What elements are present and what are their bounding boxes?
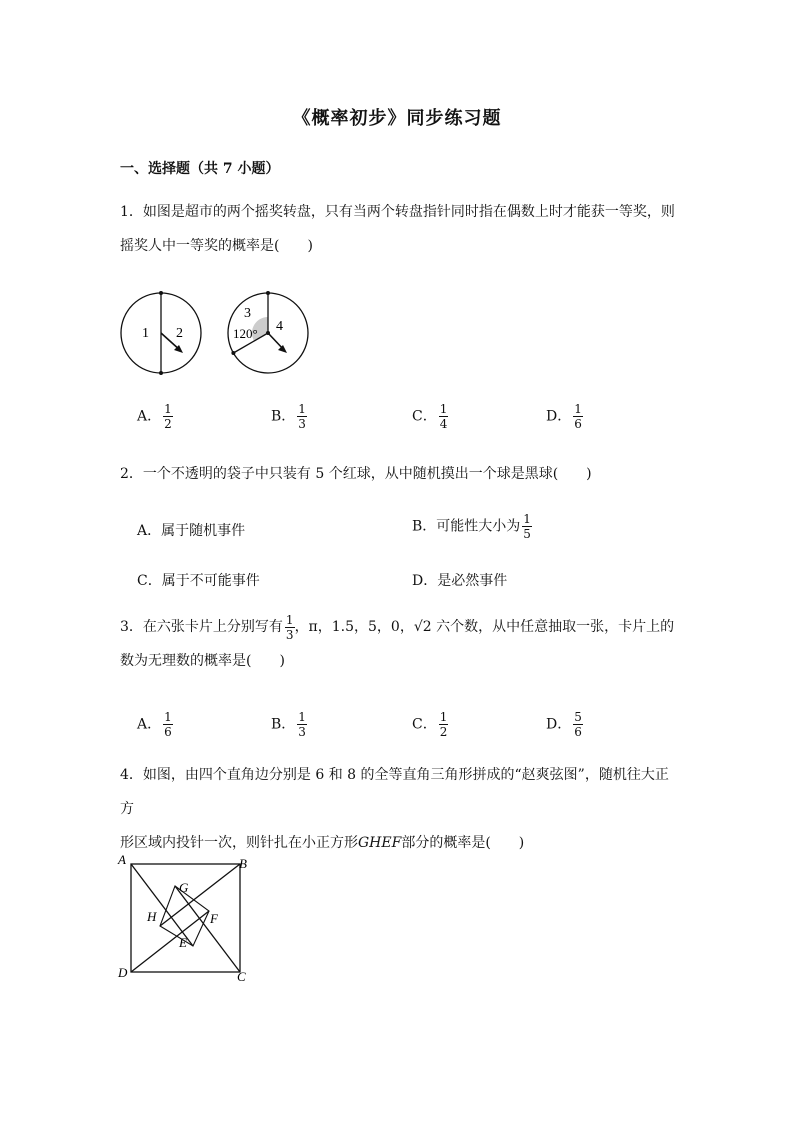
denominator: 5	[523, 527, 531, 541]
numerator: 1	[439, 402, 448, 416]
question-1	[120, 195, 680, 263]
spinner-2-label-3: 3	[244, 306, 251, 321]
question-2: 2．一个不透明的袋子中只装有 5 个红球，从中随机摸出一个球是黑球( )	[120, 466, 592, 482]
q2-option-c[interactable]: C．属于不可能事件	[137, 573, 260, 589]
numerator: 1	[574, 402, 582, 416]
question-4-line-1: 4．如图，由四个直角边分别是 6 和 8 的全等直角三角形拼成的“赵爽弦图”，随机往大正方	[120, 767, 669, 817]
question-1-line-1: 1．如图是超市的两个摇奖转盘，只有当两个转盘指针同时指在偶数上时才能获一等奖，则	[120, 204, 675, 220]
denominator: 3	[285, 627, 294, 642]
angle-label: 120°	[233, 326, 258, 341]
numerator: 1	[523, 512, 531, 526]
denominator: 2	[439, 725, 448, 739]
spinner-1	[121, 291, 201, 375]
numerator: 1	[164, 402, 172, 416]
fraction	[297, 402, 307, 431]
fraction	[522, 512, 532, 541]
q1-option-a[interactable]	[137, 402, 173, 431]
question-3-text-pre: 3．在六张卡片上分别写有	[120, 619, 283, 635]
option-label: A．	[137, 408, 162, 425]
spinner-2-label-4: 4	[276, 319, 283, 334]
denominator: 6	[164, 725, 172, 739]
label-e: E	[179, 935, 187, 950]
question-3-line-1	[120, 610, 680, 644]
option-label: D．	[546, 716, 572, 733]
fraction	[297, 710, 307, 739]
denominator: 3	[298, 417, 306, 431]
label-a: A	[118, 852, 126, 867]
q3-option-a[interactable]	[137, 710, 173, 739]
label-b: B	[239, 856, 247, 871]
fraction	[573, 402, 583, 431]
spinner-figure	[118, 288, 318, 384]
question-4-text-pre: 形区域内投针一次，则针扎在小正方形	[120, 835, 358, 851]
option-text: B．可能性大小为	[412, 518, 521, 535]
q1-option-d[interactable]	[546, 402, 583, 431]
numerator: 1	[164, 710, 172, 724]
q2-option-a[interactable]: A．属于随机事件	[137, 523, 246, 539]
q1-option-b[interactable]	[271, 402, 307, 431]
question-4-text-post: 部分的概率是( )	[401, 835, 525, 851]
denominator: 4	[439, 417, 448, 431]
denominator: 6	[574, 417, 582, 431]
fraction	[163, 710, 173, 739]
spinner-1-label-2: 2	[176, 326, 183, 341]
page-title: 《概率初步》同步练习题	[292, 108, 502, 129]
fraction	[285, 613, 295, 642]
question-4	[120, 758, 680, 860]
denominator: 3	[298, 725, 306, 739]
q3-option-c[interactable]	[412, 710, 448, 739]
q3-option-d[interactable]	[546, 710, 583, 739]
question-3-line-2: 数为无理数的概率是( )	[120, 653, 285, 669]
denominator: 6	[574, 725, 582, 739]
question-4-var: GHEF	[358, 835, 402, 851]
label-h: H	[147, 909, 157, 924]
section-heading: 一、选择题（共 7 小题）	[120, 161, 280, 177]
denominator: 2	[164, 417, 172, 431]
option-label: B．	[271, 408, 296, 425]
fraction	[439, 402, 449, 431]
option-label: A．	[137, 716, 162, 733]
label-g: G	[179, 880, 189, 895]
numerator: 1	[439, 710, 448, 724]
question-1-line-2: 摇奖人中一等奖的概率是( )	[120, 238, 313, 254]
q2-option-b[interactable]	[412, 512, 532, 541]
question-3-text-mid: ，π，1.5，5，0，√2 六个数，从中任意抽取一张，卡片上的	[294, 619, 675, 635]
q1-option-c[interactable]	[412, 402, 448, 431]
fraction	[439, 710, 449, 739]
label-d: D	[118, 965, 128, 980]
q3-option-b[interactable]	[271, 710, 307, 739]
zhao-shuang-diagram	[112, 850, 257, 985]
option-label: B．	[271, 716, 296, 733]
option-label: C．	[412, 716, 437, 733]
spinner-2	[228, 291, 308, 373]
question-3	[120, 610, 680, 678]
option-label: D．	[546, 408, 572, 425]
numerator: 1	[298, 402, 306, 416]
fraction	[163, 402, 173, 431]
option-label: C．	[412, 408, 437, 425]
fraction	[573, 710, 583, 739]
label-c: C	[237, 969, 246, 984]
numerator: 5	[574, 710, 582, 724]
label-f: F	[210, 911, 218, 926]
spinner-1-label-1: 1	[142, 326, 149, 341]
numerator: 1	[298, 710, 306, 724]
numerator: 1	[285, 612, 294, 627]
q2-option-d[interactable]: D．是必然事件	[412, 573, 508, 589]
